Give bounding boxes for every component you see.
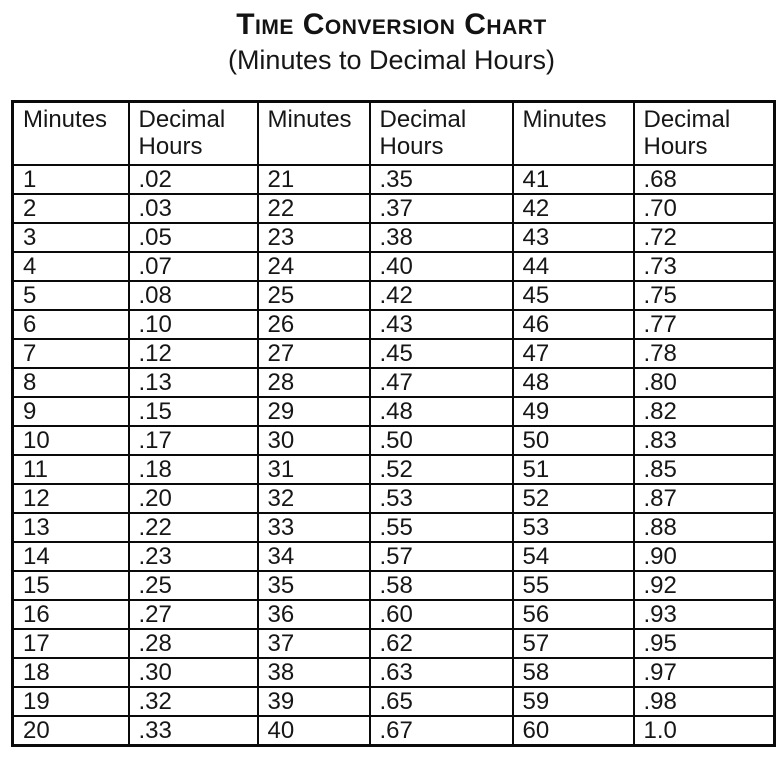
table-cell: .70 <box>634 194 775 223</box>
table-cell: 49 <box>513 397 634 426</box>
table-cell: .13 <box>129 368 258 397</box>
table-cell: 1.0 <box>634 716 775 746</box>
table-cell: .53 <box>370 484 513 513</box>
table-row <box>13 397 775 426</box>
page-subtitle: (Minutes to Decimal Hours) <box>227 45 556 75</box>
table-cell: 33 <box>258 513 370 542</box>
table-row <box>13 513 775 542</box>
table-cell: .85 <box>634 455 775 484</box>
table-cell: 6 <box>13 310 129 339</box>
table-cell: .07 <box>129 252 258 281</box>
table-cell: .40 <box>370 252 513 281</box>
table-cell: 24 <box>258 252 370 281</box>
table-row <box>13 165 775 194</box>
table-cell: .28 <box>129 629 258 658</box>
table-cell: .48 <box>370 397 513 426</box>
column-header-minutes-1: Minutes <box>13 102 129 166</box>
table-cell: 22 <box>258 194 370 223</box>
table-cell: 41 <box>513 165 634 194</box>
table-cell: .17 <box>129 426 258 455</box>
table-row <box>13 658 775 687</box>
table-cell: 37 <box>258 629 370 658</box>
table-cell: .03 <box>129 194 258 223</box>
table-cell: 35 <box>258 571 370 600</box>
table-cell: 40 <box>258 716 370 746</box>
table-cell: 32 <box>258 484 370 513</box>
table-cell: .10 <box>129 310 258 339</box>
table-cell: .73 <box>634 252 775 281</box>
table-cell: .12 <box>129 339 258 368</box>
table-row <box>13 542 775 571</box>
table-cell: .30 <box>129 658 258 687</box>
table-cell: .88 <box>634 513 775 542</box>
table-cell: .22 <box>129 513 258 542</box>
table-header-row <box>13 102 775 166</box>
table-cell: .23 <box>129 542 258 571</box>
table-cell: .38 <box>370 223 513 252</box>
table-cell: .42 <box>370 281 513 310</box>
table-cell: 51 <box>513 455 634 484</box>
table-cell: .63 <box>370 658 513 687</box>
table-cell: .02 <box>129 165 258 194</box>
table-cell: 13 <box>13 513 129 542</box>
table-cell: .27 <box>129 600 258 629</box>
table-cell: 15 <box>13 571 129 600</box>
table-cell: .20 <box>129 484 258 513</box>
table-cell: 31 <box>258 455 370 484</box>
table-cell: 11 <box>13 455 129 484</box>
table-cell: 54 <box>513 542 634 571</box>
table-cell: 30 <box>258 426 370 455</box>
table-cell: .52 <box>370 455 513 484</box>
table-cell: 8 <box>13 368 129 397</box>
table-cell: .98 <box>634 687 775 716</box>
table-cell: 28 <box>258 368 370 397</box>
time-conversion-table <box>11 100 776 747</box>
table-cell: .68 <box>634 165 775 194</box>
table-cell: .87 <box>634 484 775 513</box>
table-cell: 1 <box>13 165 129 194</box>
table-cell: .90 <box>634 542 775 571</box>
table-cell: .33 <box>129 716 258 746</box>
table-cell: .72 <box>634 223 775 252</box>
table-cell: .25 <box>129 571 258 600</box>
table-cell: .55 <box>370 513 513 542</box>
table-cell: 4 <box>13 252 129 281</box>
table-cell: .45 <box>370 339 513 368</box>
table-row <box>13 339 775 368</box>
table-row <box>13 252 775 281</box>
table-cell: 56 <box>513 600 634 629</box>
table-cell: 52 <box>513 484 634 513</box>
table-cell: 38 <box>258 658 370 687</box>
table-cell: .82 <box>634 397 775 426</box>
table-cell: 17 <box>13 629 129 658</box>
table-cell: 5 <box>13 281 129 310</box>
table-cell: .57 <box>370 542 513 571</box>
table-cell: 34 <box>258 542 370 571</box>
table-cell: 29 <box>258 397 370 426</box>
table-row <box>13 571 775 600</box>
table-row <box>13 600 775 629</box>
table-cell: 12 <box>13 484 129 513</box>
table-cell: 16 <box>13 600 129 629</box>
table-cell: .58 <box>370 571 513 600</box>
table-cell: 21 <box>258 165 370 194</box>
table-cell: 10 <box>13 426 129 455</box>
table-row <box>13 484 775 513</box>
table-cell: .43 <box>370 310 513 339</box>
table-row <box>13 629 775 658</box>
table-cell: .80 <box>634 368 775 397</box>
table-cell: 27 <box>258 339 370 368</box>
table-cell: 59 <box>513 687 634 716</box>
table-cell: .77 <box>634 310 775 339</box>
table-cell: 55 <box>513 571 634 600</box>
table-cell: .93 <box>634 600 775 629</box>
table-cell: .47 <box>370 368 513 397</box>
table-cell: 53 <box>513 513 634 542</box>
table-cell: .05 <box>129 223 258 252</box>
table-cell: 45 <box>513 281 634 310</box>
table-cell: .15 <box>129 397 258 426</box>
column-header-decimal-hours-2: Decimal Hours <box>370 102 513 166</box>
table-row <box>13 194 775 223</box>
column-header-decimal-hours-1: Decimal Hours <box>129 102 258 166</box>
table-cell: 44 <box>513 252 634 281</box>
table-cell: 36 <box>258 600 370 629</box>
table-cell: .67 <box>370 716 513 746</box>
table-cell: .92 <box>634 571 775 600</box>
table-cell: 58 <box>513 658 634 687</box>
table-cell: 46 <box>513 310 634 339</box>
table-cell: .08 <box>129 281 258 310</box>
table-cell: 25 <box>258 281 370 310</box>
table-cell: .18 <box>129 455 258 484</box>
table-cell: 18 <box>13 658 129 687</box>
table-cell: .62 <box>370 629 513 658</box>
table-cell: .60 <box>370 600 513 629</box>
table-cell: 3 <box>13 223 129 252</box>
table-cell: .37 <box>370 194 513 223</box>
table-cell: .50 <box>370 426 513 455</box>
table-cell: .95 <box>634 629 775 658</box>
table-cell: 26 <box>258 310 370 339</box>
table-cell: 23 <box>258 223 370 252</box>
column-header-minutes-3: Minutes <box>513 102 634 166</box>
table-cell: .32 <box>129 687 258 716</box>
table-row <box>13 716 775 746</box>
table-row <box>13 687 775 716</box>
table-cell: 19 <box>13 687 129 716</box>
table-cell: 57 <box>513 629 634 658</box>
page-title: Time Conversion Chart <box>236 8 547 41</box>
column-header-decimal-hours-3: Decimal Hours <box>634 102 775 166</box>
table-body <box>13 165 775 746</box>
table-cell: 20 <box>13 716 129 746</box>
table-row <box>13 310 775 339</box>
table-row <box>13 281 775 310</box>
table-cell: 42 <box>513 194 634 223</box>
table-cell: 43 <box>513 223 634 252</box>
table-cell: 50 <box>513 426 634 455</box>
table-cell: .65 <box>370 687 513 716</box>
table-cell: 2 <box>13 194 129 223</box>
table-row <box>13 223 775 252</box>
table-cell: 14 <box>13 542 129 571</box>
table-cell: 9 <box>13 397 129 426</box>
table-row <box>13 455 775 484</box>
table-row <box>13 426 775 455</box>
table-cell: .75 <box>634 281 775 310</box>
table-cell: .97 <box>634 658 775 687</box>
table-cell: 48 <box>513 368 634 397</box>
table-row <box>13 368 775 397</box>
table-cell: .35 <box>370 165 513 194</box>
table-cell: .83 <box>634 426 775 455</box>
table-cell: 39 <box>258 687 370 716</box>
table-cell: 47 <box>513 339 634 368</box>
table-cell: .78 <box>634 339 775 368</box>
table-cell: 60 <box>513 716 634 746</box>
column-header-minutes-2: Minutes <box>258 102 370 166</box>
table-cell: 7 <box>13 339 129 368</box>
